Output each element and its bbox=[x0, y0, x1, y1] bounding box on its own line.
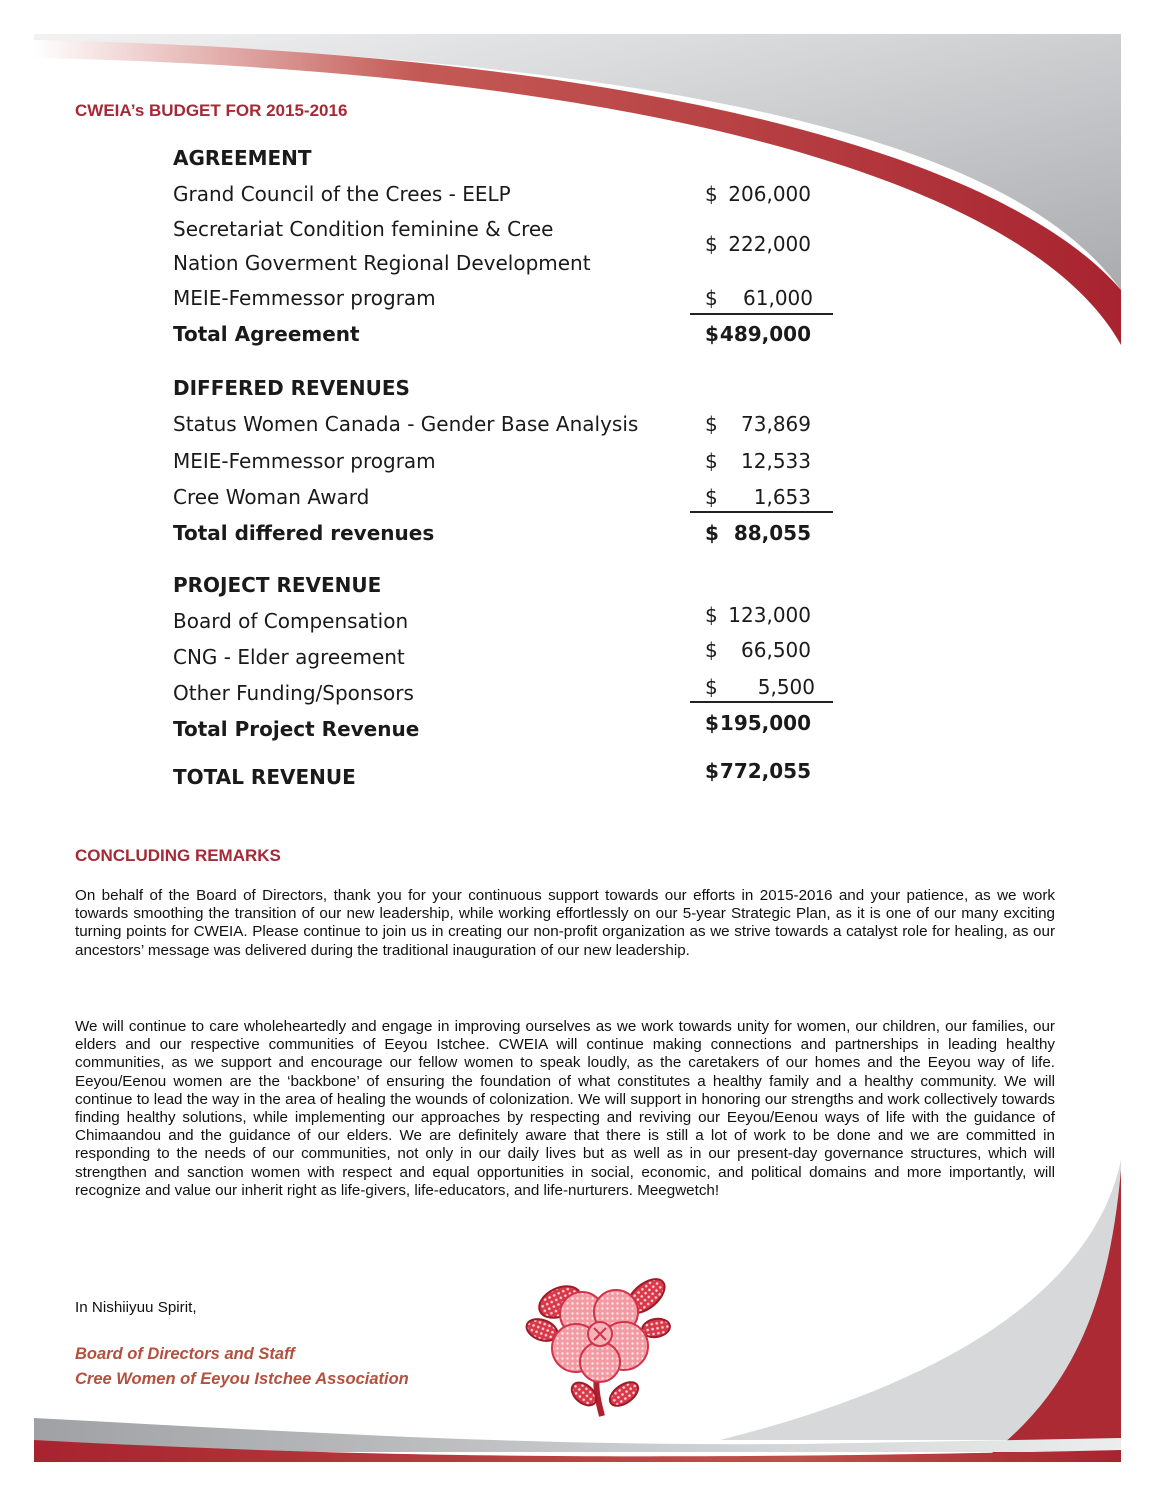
row-label: Board of Compensation bbox=[173, 609, 409, 633]
remarks-paragraph: On behalf of the Board of Directors, thank you for your continuous support towards our efforts in 2015-2016 and your patience, as we work towards smoothing the transition of our new leadership, while working effortlessly on our 5-year Strategic Plan, as it is one of our many exciting turning points for CWEIA. Please continue to join us in creating our non-profit organization as we strive towards a catalyst role for healing, as our ancestors’ message was delivered during the traditional inauguration of our new leadership. bbox=[75, 887, 1055, 959]
grand-total-label: TOTAL REVENUE bbox=[173, 765, 356, 789]
beaded-flower-icon bbox=[520, 1266, 680, 1426]
row-label: MEIE-Femmessor program bbox=[173, 449, 436, 473]
subtotal-rule bbox=[690, 701, 833, 703]
total-label: Total differed revenues bbox=[173, 521, 435, 545]
subtotal-rule bbox=[690, 313, 833, 315]
closing-line: In Nishiiyuu Spirit, bbox=[75, 1299, 197, 1316]
subtotal-rule bbox=[690, 511, 833, 513]
signature-line: Cree Women of Eeyou Istchee Association bbox=[75, 1370, 409, 1388]
row-label: Cree Woman Award bbox=[173, 485, 370, 509]
row-label: Other Funding/Sponsors bbox=[173, 681, 414, 705]
remarks-paragraph: We will continue to care wholeheartedly and engage in improving ourselves as we work towards unity for women, our children, our families, our elders and our respective communities of Eeyou Istchee. CWEIA will continue making connections and partnerships in leading healthy communities, as we support and encourage our fellow women to speak loudly, as the caretakers of our homes and the Eeyou way of life. Eeyou/Eenou women are the ‘backbone’ of ensuring the foundation of what constitutes a healthy family and a healthy community. We will continue to lead the way in the area of healing the wounds of colonization. We will support in honoring our strengths and work collectively towards finding healthy solutions, while implementing our approaches by respecting and reviving our Eeyou/Eenou ways of life with the guidance of Chimaandou and the guidance of our elders. We are definitely aware that there is still a lot of work to be done and we are committed in responding to the needs of our communities, not only in our daily lives but as well as in our present-day governance structures, which will strengthen and sanction women with respect and equal opportunities in social, economic, and political domains and more importantly, will recognize and value our inherit right as life-givers, life-educators, and life-nurturers. Meegwetch! bbox=[75, 1018, 1055, 1199]
row-label: Status Women Canada - Gender Base Analysis bbox=[173, 412, 639, 436]
row-label: Secretariat Condition feminine & Cree bbox=[173, 217, 554, 241]
row-label: Nation Goverment Regional Development bbox=[173, 251, 591, 275]
row-label: MEIE-Femmessor program bbox=[173, 286, 436, 310]
section-heading: DIFFERED REVENUES bbox=[173, 376, 410, 400]
total-label: Total Agreement bbox=[173, 322, 360, 346]
section-heading: PROJECT REVENUE bbox=[173, 573, 382, 597]
row-label: CNG - Elder agreement bbox=[173, 645, 405, 669]
section-heading: AGREEMENT bbox=[173, 146, 312, 170]
row-label: Grand Council of the Crees - EELP bbox=[173, 182, 511, 206]
budget-title: CWEIA’s BUDGET FOR 2015-2016 bbox=[75, 101, 348, 120]
total-label: Total Project Revenue bbox=[173, 717, 420, 741]
signature-line: Board of Directors and Staff bbox=[75, 1345, 295, 1363]
remarks-title: CONCLUDING REMARKS bbox=[75, 846, 281, 865]
